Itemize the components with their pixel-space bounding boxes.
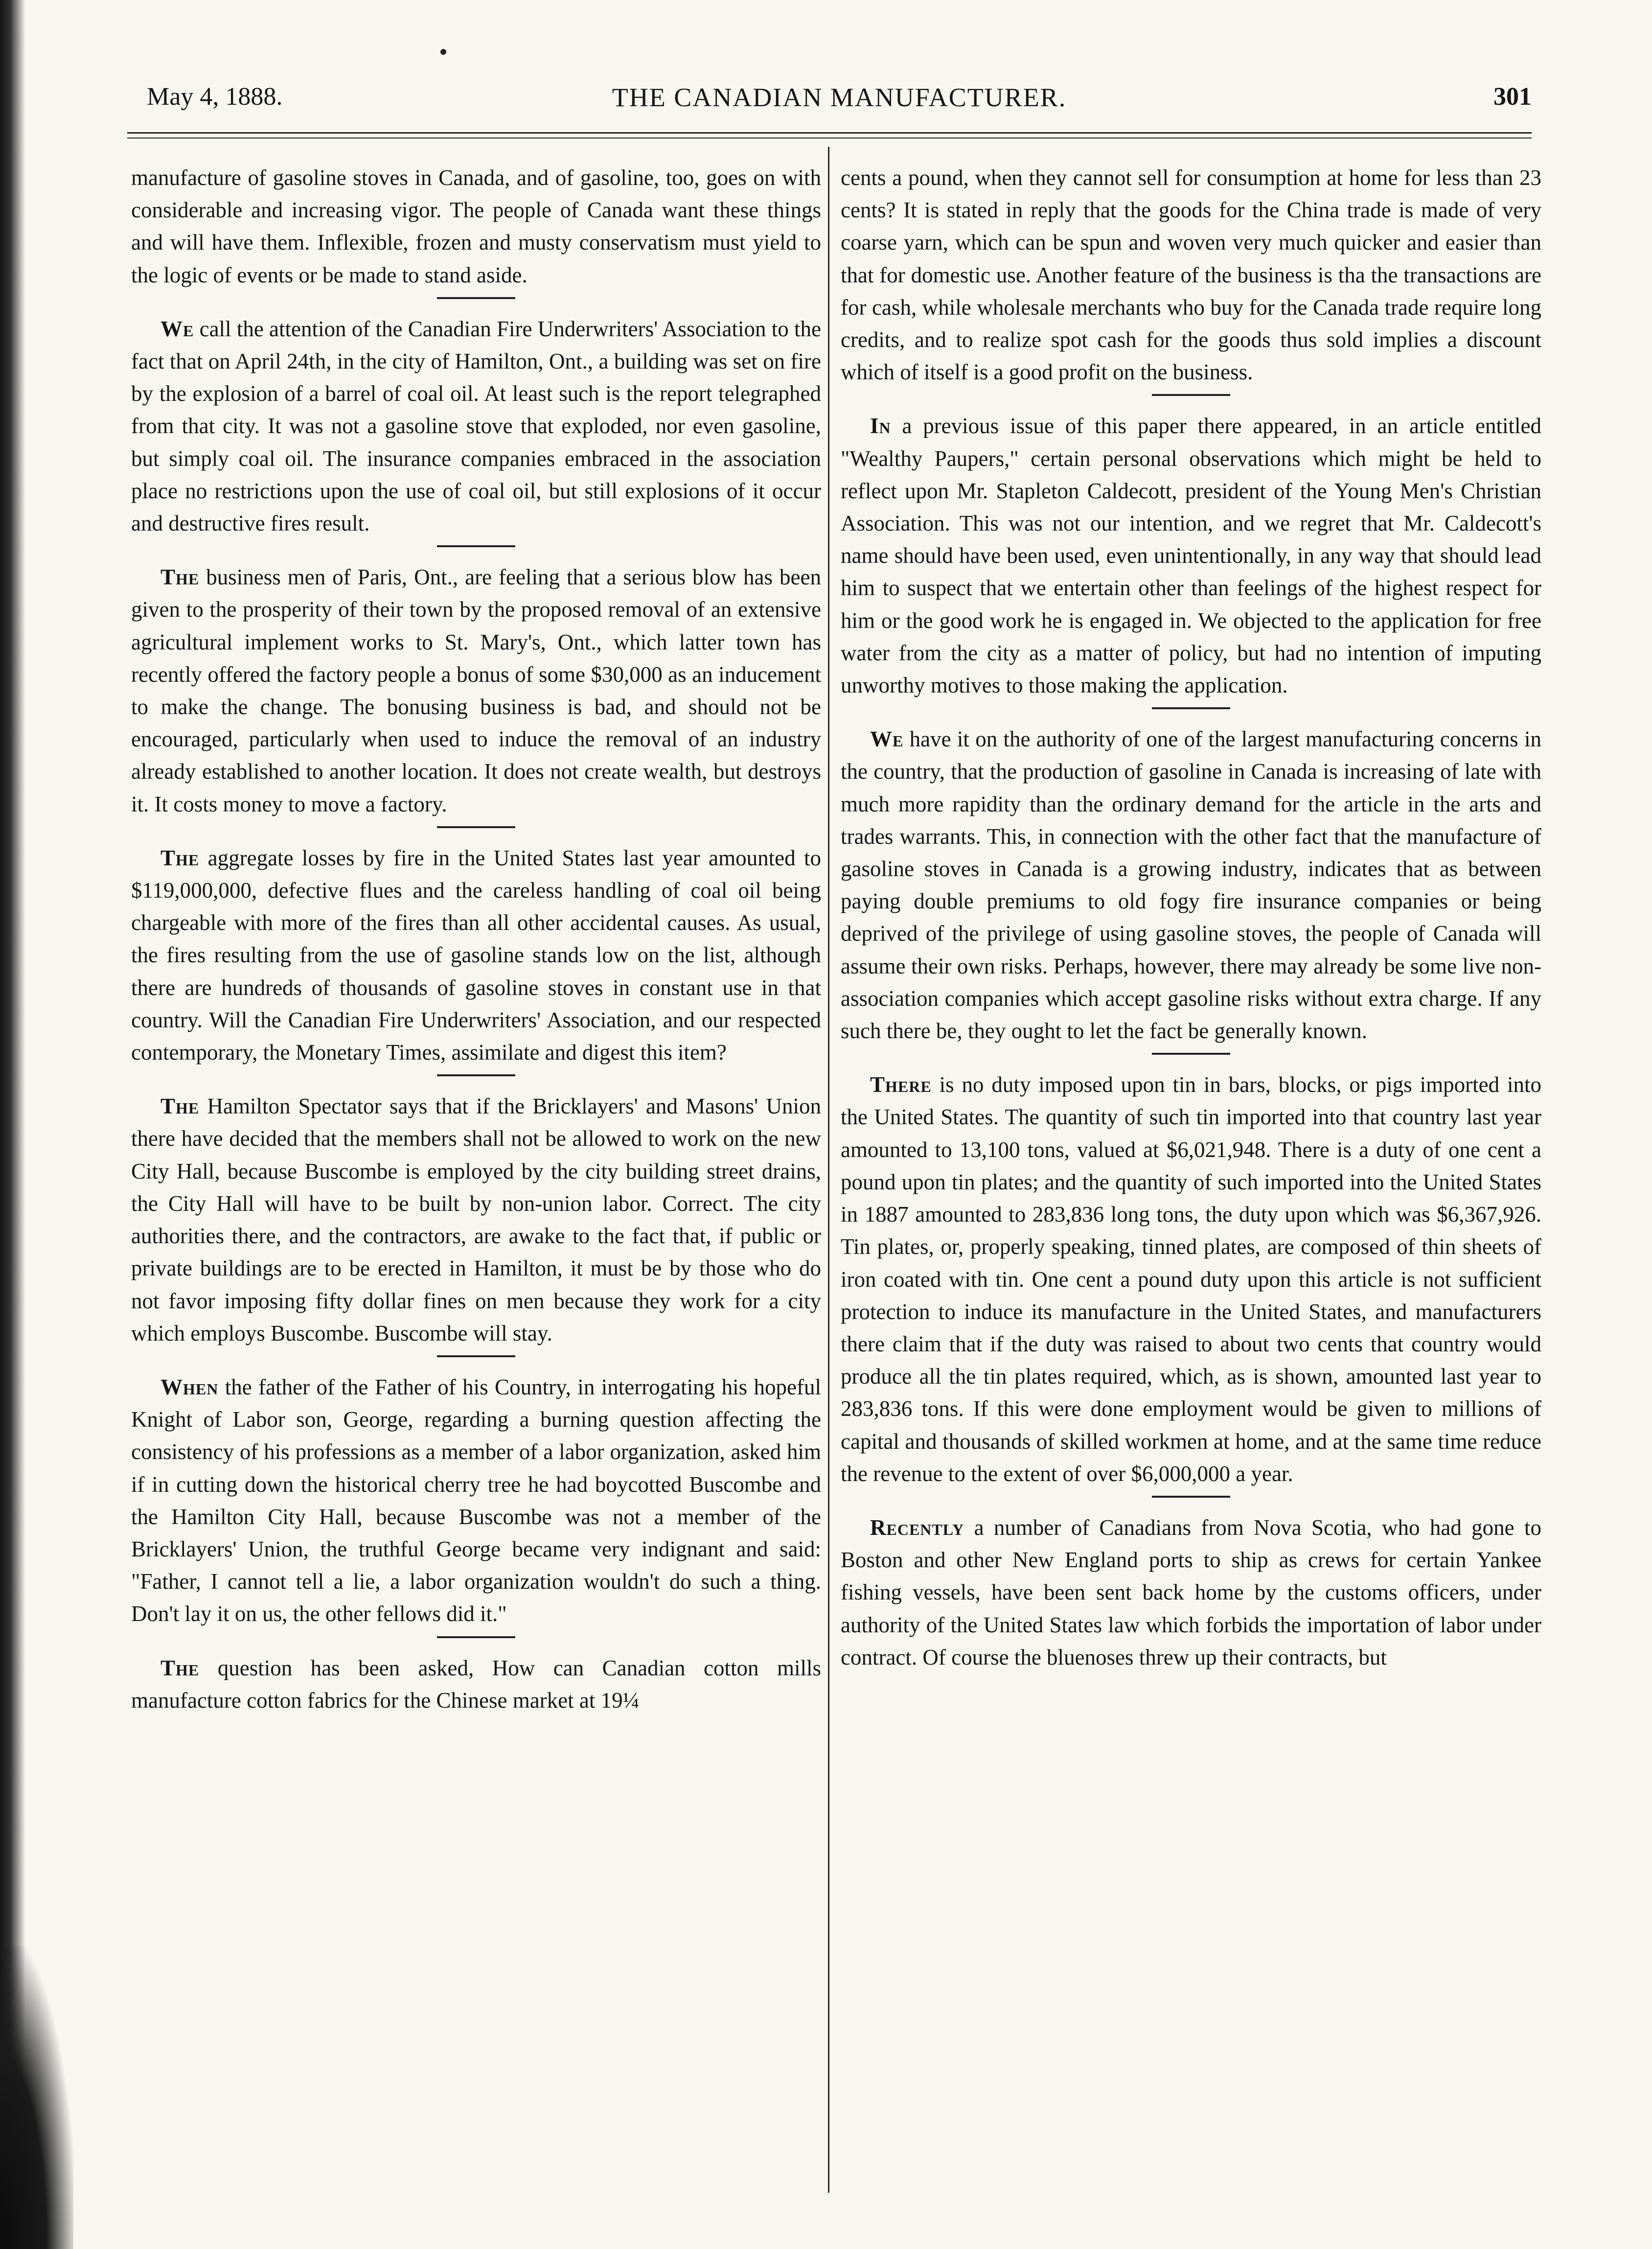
paragraph-text: Hamilton Spectator says that if the Bricklayers' and Masons' Union there have decided that the members shall not be allowed to work on the new City Hall, because Buscombe is employed by the city building street drains, the City Hall will have to be built by non-union labor. Correct. The city authorities there, and the contractors, are awake to the fact that, if public or private buildings are to be erected in Hamilton, it must be by those who do not favor imposing fifty dollar fines on men because they work for a city which employs Buscombe. Buscombe will stay. [131, 1094, 821, 1345]
right-column [841, 162, 1541, 1673]
article-paragraph [131, 1652, 821, 1716]
paragraph-text: a previous issue of this paper there appeared, in an article entitled "Wealthy Paupers," certain personal observations which might be held to reflect upon Mr. Stapleton Caldecott, president of the Young Men's Christian Association. This was not our intention, and we regret that Mr. Caldecott's name should have been used, even unintentionally, in any way that should lead him to suspect that we entertain other than feelings of the highest respect for him or the good work he is engaged in. We objected to the application for free water from the city as a matter of policy, but had no intention of imputing unworthy motives to those making the application. [841, 414, 1541, 698]
paragraph-text: have it on the authority of one of the largest manufacturing concerns in the country, that the production of gasoline in Canada is increasing of late with much more rapidity than the ordinary demand for the article in the arts and trades warrants. This, in connection with the other fact that the manufacture of gasoline stoves in Canada is a growing industry, indicates that as between paying double premiums to old fogy fire insurance companies or being deprived of the privilege of using gasoline stoves, the people of Canada will assume their own risks. Perhaps, however, there may already be some live non-association companies which accept gasoline risks without extra charge. If any such there be, they ought to let the fact be generally known. [841, 727, 1541, 1043]
article-separator [437, 1074, 515, 1076]
article-separator [437, 297, 515, 299]
paragraph-text: the father of the Father of his Country, in interrogating his hopeful Knight of Labor son, George, regarding a burning question affecting the consistency of his professions as a member of a labor organization, asked him if in cutting down the historical cherry tree he had boycotted Buscombe and the Hamilton City Hall, because Buscombe was not a member of the Bricklayers' Union, the truthful George became very indignant and said: "Father, I cannot tell a lie, a labor organization wouldn't do such a thing. Don't lay it on us, the other fellows did it." [131, 1374, 821, 1626]
article-paragraph [131, 1371, 821, 1630]
paragraph-text: aggregate losses by fire in the United States last year amounted to $119,000,000, defective flues and the careless handling of coal oil being chargeable with more of the fires than all other accidental causes. As usual, the fires resulting from the use of gasoline stands low on the list, although there are hundreds of thousands of gasoline stoves in constant use in that country. Will the Canadian Fire Underwriters' Association, and our respected contemporary, the Monetary Times, assimilate and digest this item? [131, 845, 821, 1065]
article-separator [437, 1636, 515, 1638]
article-paragraph [841, 410, 1541, 701]
article-separator [1152, 1496, 1230, 1498]
left-column [131, 162, 821, 1716]
paragraph-text: is no duty imposed upon tin in bars, blocks, or pigs imported into the United States. The quantity of such tin imported into that country last year amounted to 13,100 tons, valued at $6,021,948. There is a duty of one cent a pound upon tin plates; and the quantity of such imported into the United States in 1887 amounted to 283,836 long tons, the duty upon which was $6,367,926. Tin plates, or, properly speaking, tinned plates, are composed of thin sheets of iron coated with tin. One cent a pound duty upon this article is not sufficient protection to induce its manufacture in the United States, and manufacturers there claim that if the duty was raised to about two cents that country would produce all the tin plates required, which, as is shown, amounted last year to 283,836 tons. If this were done employment would be given to millions of capital and thousands of skilled workmen at home, and at the same time reduce the revenue to the extent of over $6,000,000 a year. [841, 1072, 1541, 1486]
article-separator [1152, 394, 1230, 396]
article-paragraph [131, 561, 821, 820]
lead-word: Recently [870, 1515, 964, 1540]
paragraph-text: call the attention of the Canadian Fire Underwriters' Association to the fact that on April 24th, in the city of Hamilton, Ont., a building was set on fire by the explosion of a barrel of coal oil. At least such is the report telegraphed from that city. It was not a gasoline stove that exploded, nor even gasoline, but simply coal oil. The insurance companies embraced in the association place no restrictions upon the use of coal oil, but still explosions of it occur and destructive fires result. [131, 316, 821, 536]
lead-word: In [870, 414, 891, 439]
article-paragraph [841, 1511, 1541, 1673]
lead-word: The [161, 565, 200, 590]
article-separator [437, 545, 515, 547]
page-header [147, 82, 1532, 126]
lead-word: The [161, 845, 200, 870]
article-paragraph [841, 162, 1541, 388]
article-paragraph [131, 162, 821, 291]
article-separator [1152, 707, 1230, 709]
article-paragraph [131, 842, 821, 1068]
lead-word: The [161, 1094, 200, 1119]
page-number: 301 [1493, 83, 1532, 111]
lead-word: When [161, 1374, 219, 1399]
paragraph-text: manufacture of gasoline stoves in Canada, and of gasoline, too, goes on with considerable and increasing vigor. The people of Canada want these things and will have them. Inflexible, frozen and musty conservatism must yield to the logic of events or be made to stand aside. [131, 165, 821, 287]
article-separator [437, 826, 515, 828]
paragraph-text: business men of Paris, Ont., are feeling that a serious blow has been given to the prosperity of their town by the proposed removal of an extensive agricultural implement works to St. Mary's, Ont., which latter town has recently offered the factory people a bonus of some $30,000 as an inducement to make the change. The bonusing business is bad, and should not be encouraged, particularly when used to induce the removal of an industry already established to another location. It does not create wealth, but destroys it. It costs money to move a factory. [131, 565, 821, 816]
book-spine-shadow [0, 0, 25, 2249]
lead-word: The [161, 1655, 200, 1680]
header-rule [127, 132, 1532, 139]
paragraph-text: question has been asked, How can Canadian cotton mills manufacture cotton fabrics for the Chinese market at 19¼ [131, 1655, 821, 1713]
scan-corner-shadow [0, 1946, 73, 2249]
ink-speck [440, 49, 446, 55]
article-separator [1152, 1053, 1230, 1055]
header-date: May 4, 1888. [147, 83, 283, 111]
publication-title: THE CANADIAN MANUFACTURER. [612, 83, 1067, 112]
article-separator [437, 1355, 515, 1357]
article-paragraph [841, 1068, 1541, 1490]
paragraph-text: a number of Canadians from Nova Scotia, who had gone to Boston and other New England ports to ship as crews for certain Yankee fishing vessels, have been sent back home by the customs officers, under authority of the United States law which forbids the importation of labor under contract. Of course the bluenoses threw up their contracts, but [841, 1515, 1541, 1669]
article-paragraph [131, 313, 821, 539]
lead-word: We [161, 316, 194, 341]
article-paragraph [131, 1090, 821, 1349]
article-paragraph [841, 723, 1541, 1047]
paragraph-text: cents a pound, when they cannot sell for consumption at home for less than 23 cents? It is stated in reply that the goods for the China trade is made of very coarse yarn, which can be spun and woven very much quicker and easier than that for domestic use. Another feature of the business is tha the transactions are for cash, while wholesale merchants who buy for the Canada trade require long credits, and to realize spot cash for the goods thus sold implies a discount which of itself is a good profit on the business. [841, 165, 1541, 385]
lead-word: There [870, 1072, 932, 1097]
lead-word: We [870, 727, 904, 752]
column-divider [828, 147, 829, 2193]
